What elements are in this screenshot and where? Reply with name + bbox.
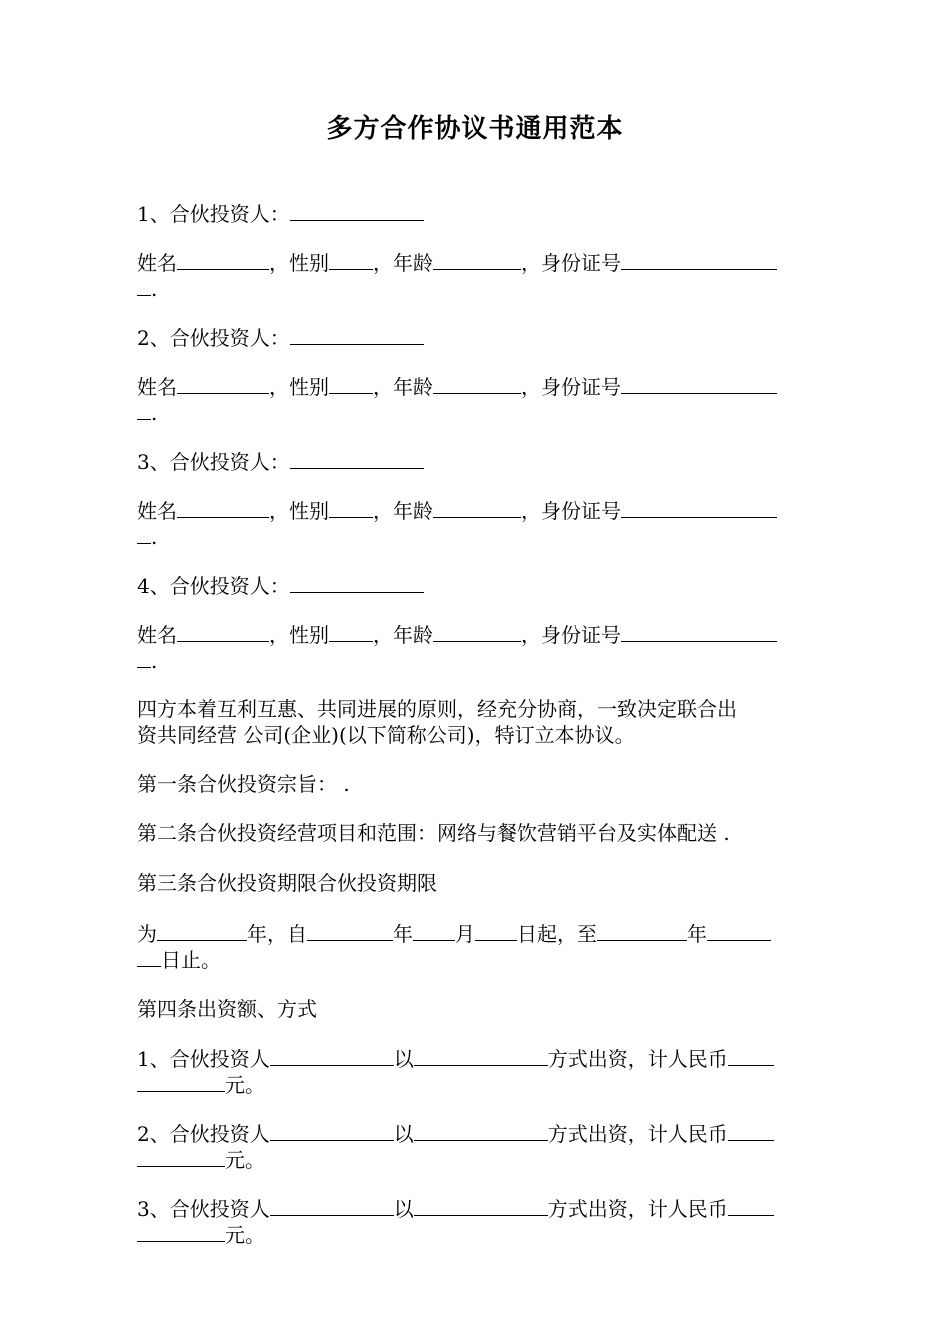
- fill-in-blank: [177, 247, 269, 270]
- fill-in-blank: [707, 918, 771, 941]
- fill-in-blank: [329, 371, 373, 394]
- text-segment: ，身份证号: [521, 623, 621, 647]
- text-segment: 年: [393, 922, 413, 946]
- text-segment: ，年龄: [373, 623, 433, 647]
- text-segment: ，性别: [269, 375, 329, 399]
- fill-in-blank: [621, 371, 777, 394]
- text-segment: ，身份证号: [521, 251, 621, 275]
- fill-in-blank: [433, 619, 521, 642]
- text-segment: ，性别: [269, 499, 329, 523]
- text-segment: 元。: [225, 1223, 265, 1247]
- text-segment: .: [151, 649, 158, 673]
- fill-in-blank: [433, 495, 521, 518]
- text-segment: 方式出资，计人民币: [547, 1122, 728, 1146]
- contribution-row-3-cont: [137, 1219, 817, 1250]
- fill-in-blank: [728, 1118, 774, 1141]
- text-segment: 年: [687, 922, 707, 946]
- contribution-row-2-cont: [137, 1144, 817, 1175]
- text-segment: ，年龄: [373, 375, 433, 399]
- fill-in-blank: [621, 247, 777, 270]
- fill-in-blank: [137, 273, 151, 296]
- text-segment: ，性别: [269, 623, 329, 647]
- fill-in-blank: [414, 1043, 548, 1066]
- fill-in-blank: [137, 1069, 225, 1092]
- text-segment: 日起，至: [517, 922, 597, 946]
- fill-in-blank: [137, 521, 151, 544]
- text-segment: 方式出资，计人民币: [547, 1047, 728, 1071]
- fill-in-blank: [177, 495, 269, 518]
- text-segment: 2、合伙投资人: [137, 1122, 270, 1146]
- fill-in-blank: [728, 1043, 774, 1066]
- article-1: 第一条合伙投资宗旨： .: [137, 772, 350, 796]
- fill-in-blank: [433, 247, 521, 270]
- text-segment: 3、合伙投资人：: [137, 450, 290, 474]
- fill-in-blank: [329, 495, 373, 518]
- text-segment: 方式出资，计人民币: [547, 1197, 728, 1221]
- fill-in-blank: [177, 619, 269, 642]
- fill-in-blank: [413, 918, 455, 941]
- text-segment: 月: [455, 922, 475, 946]
- text-segment: 为: [137, 922, 157, 946]
- text-segment: .: [151, 401, 158, 425]
- text-segment: 日止。: [161, 948, 221, 972]
- fill-in-blank: [137, 397, 151, 420]
- intro-line-2: 资共同经营 公司(企业)(以下简称公司)，特订立本协议。: [137, 723, 635, 747]
- text-segment: 以: [393, 1047, 414, 1071]
- intro-line-1: 四方本着互利互惠、共同进展的原则，经充分协商，一致决定联合出: [137, 697, 737, 721]
- article-3-term-row-cont: [137, 944, 817, 975]
- fill-in-blank: [177, 371, 269, 394]
- text-segment: 1、合伙投资人: [137, 1047, 270, 1071]
- fill-in-blank: [137, 645, 151, 668]
- fill-in-blank: [307, 918, 393, 941]
- article-4-heading: 第四条出资额、方式: [137, 997, 317, 1021]
- partner-info-row-2-cont: [137, 397, 817, 428]
- fill-in-blank: [270, 1043, 394, 1066]
- text-segment: ，身份证号: [521, 499, 621, 523]
- fill-in-blank: [414, 1193, 548, 1216]
- fill-in-blank: [137, 944, 161, 967]
- text-segment: .: [151, 277, 158, 301]
- text-segment: ，性别: [269, 251, 329, 275]
- fill-in-blank: [137, 1219, 225, 1242]
- partner-heading-1: [137, 198, 817, 229]
- partner-info-row-3-cont: [137, 521, 817, 552]
- text-segment: 姓名: [137, 251, 177, 275]
- fill-in-blank: [157, 918, 247, 941]
- partner-name-blank: [290, 198, 424, 221]
- partner-heading-4: [137, 570, 817, 601]
- text-segment: 4、合伙投资人：: [137, 574, 290, 598]
- fill-in-blank: [329, 247, 373, 270]
- text-segment: 3、合伙投资人: [137, 1197, 270, 1221]
- text-segment: ，身份证号: [521, 375, 621, 399]
- text-segment: .: [151, 525, 158, 549]
- text-segment: 姓名: [137, 375, 177, 399]
- text-segment: 以: [393, 1197, 414, 1221]
- fill-in-blank: [621, 495, 777, 518]
- fill-in-blank: [290, 322, 424, 345]
- text-segment: 姓名: [137, 623, 177, 647]
- document-title: 多方合作协议书通用范本: [326, 114, 624, 144]
- fill-in-blank: [270, 1193, 394, 1216]
- article-3-heading: 第三条合伙投资期限合伙投资期限: [137, 871, 437, 895]
- partner-info-row-4-cont: [137, 645, 817, 676]
- text-segment: 年，自: [247, 922, 307, 946]
- fill-in-blank: [290, 446, 424, 469]
- text-segment: ，年龄: [373, 499, 433, 523]
- contribution-row-1-cont: [137, 1069, 817, 1100]
- fill-in-blank: [414, 1118, 548, 1141]
- fill-in-blank: [290, 570, 424, 593]
- fill-in-blank: [597, 918, 687, 941]
- article-2: 第二条合伙投资经营项目和范围：网络与餐饮营销平台及实体配送 .: [137, 821, 730, 845]
- text-segment: 元。: [225, 1073, 265, 1097]
- fill-in-blank: [475, 918, 517, 941]
- partner-heading-3: [137, 446, 817, 477]
- fill-in-blank: [270, 1118, 394, 1141]
- text-segment: 姓名: [137, 499, 177, 523]
- fill-in-blank: [621, 619, 777, 642]
- partner-info-row-1-cont: [137, 273, 817, 304]
- fill-in-blank: [137, 1144, 225, 1167]
- text-segment: ，年龄: [373, 251, 433, 275]
- text-segment: 1、合伙投资人：: [137, 202, 290, 226]
- fill-in-blank: [728, 1193, 774, 1216]
- text-segment: 2、合伙投资人：: [137, 326, 290, 350]
- fill-in-blank: [329, 619, 373, 642]
- text-segment: 元。: [225, 1148, 265, 1172]
- partner-heading-2: [137, 322, 817, 353]
- fill-in-blank: [433, 371, 521, 394]
- text-segment: 以: [393, 1122, 414, 1146]
